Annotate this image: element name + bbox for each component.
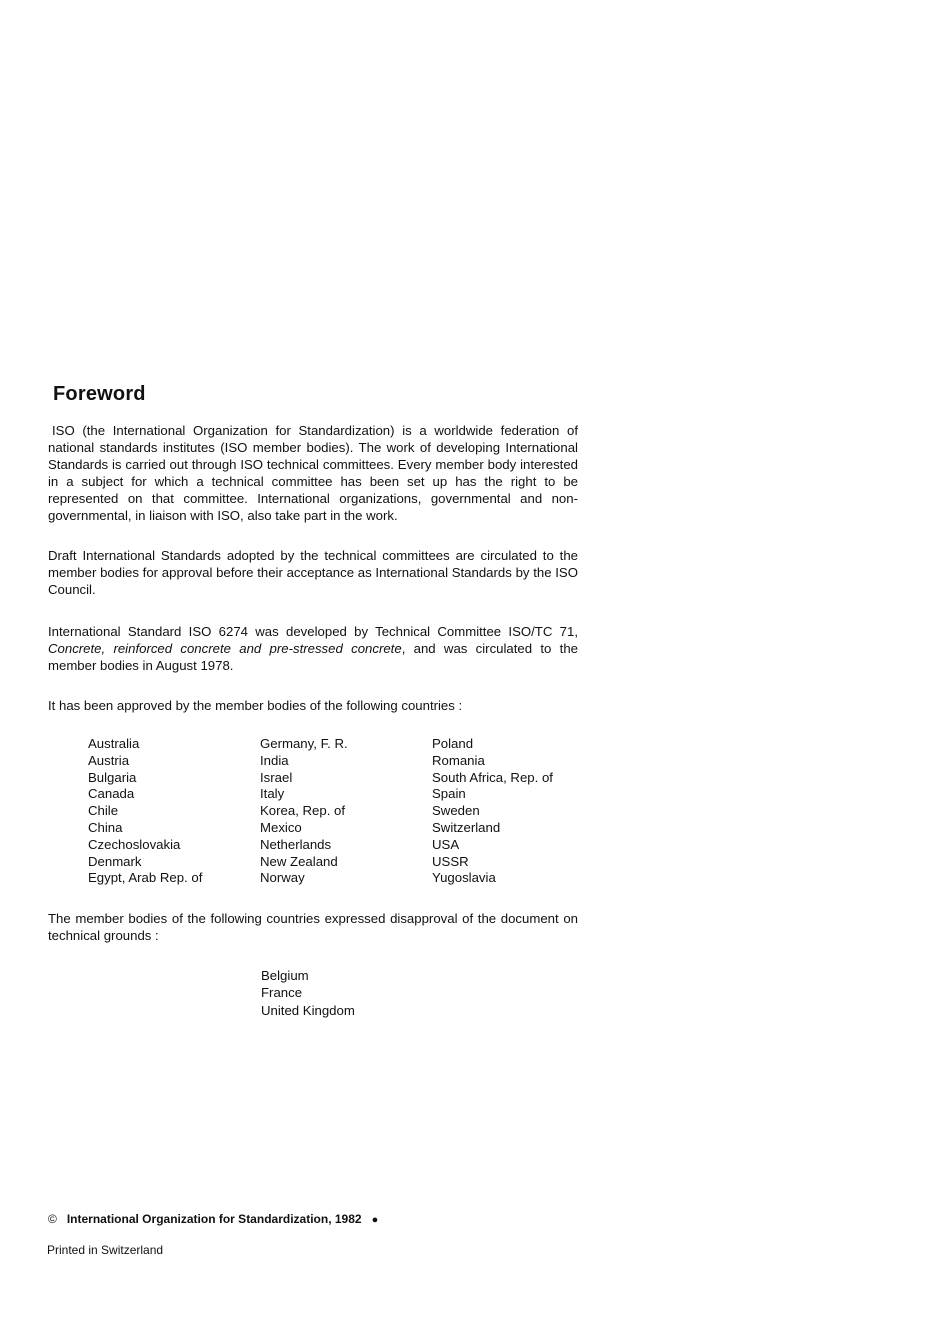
bullet-icon: ● [371,1214,379,1226]
country-cell: Netherlands [260,836,332,852]
country-row [88,854,592,871]
country-cell: Israel [260,769,293,785]
country-cell: New Zealand [260,853,338,869]
country-cell: USA [432,836,460,852]
country-cell: Canada [88,786,135,802]
country-cell: Australia [88,736,140,751]
country-cell: USSR [432,853,469,869]
country-cell: Germany, F. R. [260,736,348,751]
country-row [88,770,592,787]
approved-countries-table [88,736,592,887]
country-cell: Yugoslavia [432,870,496,886]
disapproving-countries-list [261,967,355,1019]
foreword-paragraph-disapproval-intro: The member bodies of the following countries expressed disapproval of the document on technical grounds : [48,911,578,943]
country-cell: Norway [260,870,305,886]
country-cell: Poland [432,736,474,751]
country-item: France [261,985,303,1001]
country-row [88,837,592,854]
foreword-paragraph-draft-standards: Draft International Standards adopted by the technical committees are circulated to the member bodies for approval before their acceptance as International Standards by the ISO Council. [48,548,578,597]
country-cell: Spain [432,786,466,802]
country-cell: China [88,819,123,835]
country-cell: Chile [88,803,119,819]
country-cell: Italy [260,786,285,802]
country-cell: Denmark [88,853,142,869]
country-cell: Bulgaria [88,769,137,785]
country-row [88,820,592,837]
page-title: Foreword [53,383,146,405]
country-row [88,803,592,820]
country-row [88,786,592,803]
printed-notice: Printed in Switzerland [47,1243,164,1257]
country-cell: Korea, Rep. of [260,803,346,819]
country-cell: India [260,752,289,768]
country-row [88,753,592,770]
country-item: United Kingdom [261,1002,355,1018]
country-cell: Czechoslovakia [88,836,181,852]
country-cell: Switzerland [432,819,501,835]
foreword-paragraph-approval-intro: It has been approved by the member bodies of the following countries : [48,698,463,713]
copyright-symbol: © [48,1212,57,1226]
copyright-notice [48,1212,378,1226]
country-cell: South Africa, Rep. of [432,769,553,785]
country-cell: Austria [88,752,130,768]
country-cell: Romania [432,752,485,768]
paragraph-text-part: , and was circulated to the member bodies in August 1978. [48,641,578,673]
foreword-paragraph-iso-6274 [48,623,578,674]
committee-title: Concrete, reinforced concrete and pre-stressed concrete [48,641,402,656]
foreword-paragraph-iso-intro: ISO (the International Organization for Standardization) is a worldwide federation of national standards institutes (ISO member bodies). The work of developing International Standards is carried out through ISO technical committees. Every member body interested in a subject for which a technical committee has been set up has the right to be represented on that committee. International organizations, governmental and non-governmental, in liaison with ISO, also take part in the work. [48,423,578,523]
country-item: Belgium [261,968,309,983]
country-cell: Mexico [260,819,302,835]
paragraph-text-part: International Standard ISO 6274 was developed by Technical Committee ISO/TC 71, [48,624,578,639]
country-row [88,736,592,753]
country-row [88,870,592,887]
copyright-text: International Organization for Standardization, 1982 [66,1212,362,1226]
country-cell: Sweden [432,803,480,819]
country-cell: Egypt, Arab Rep. of [88,870,203,886]
